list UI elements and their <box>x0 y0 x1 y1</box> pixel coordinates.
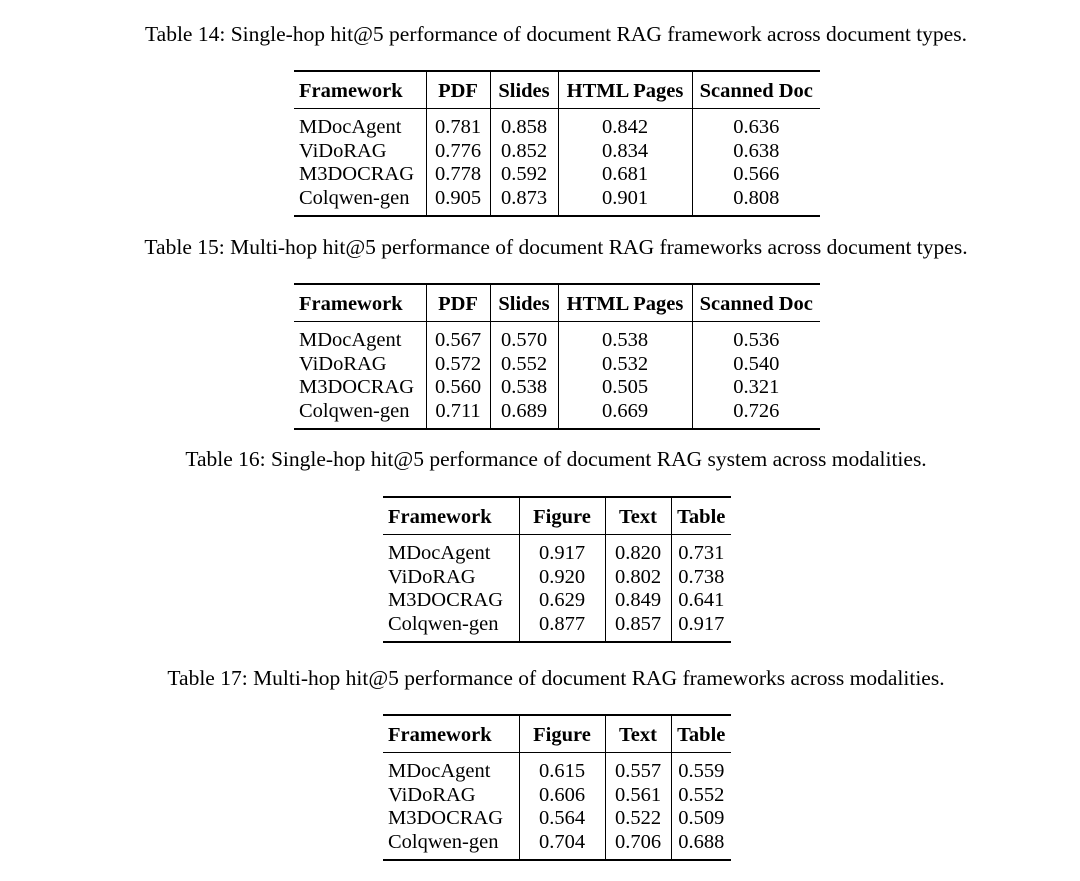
cell-html-pages: 0.669 <box>558 399 692 429</box>
cell-framework: Colqwen-gen <box>294 399 426 429</box>
table-row <box>383 830 731 860</box>
header-pdf: PDF <box>426 71 490 109</box>
table-row <box>294 399 820 429</box>
cell-pdf: 0.711 <box>426 399 490 429</box>
header-slides: Slides <box>490 71 558 109</box>
cell-pdf: 0.905 <box>426 186 490 216</box>
cell-framework: M3DOCRAG <box>294 163 426 186</box>
header-figure: Figure <box>519 497 605 535</box>
header-framework: Framework <box>383 497 519 535</box>
cell-html-pages: 0.834 <box>558 140 692 163</box>
cell-figure: 0.877 <box>519 612 605 642</box>
cell-table: 0.917 <box>678 613 725 636</box>
cell-slides: 0.552 <box>490 353 558 376</box>
header-figure: Figure <box>519 715 605 753</box>
table-17 <box>383 714 731 861</box>
cell-text: 0.706 <box>605 830 671 860</box>
cell-scanned-doc: 0.726 <box>733 400 780 423</box>
cell-text: 0.557 <box>605 753 671 785</box>
table-row <box>383 807 731 830</box>
table-14 <box>294 70 820 217</box>
cell-text: 0.820 <box>605 535 671 567</box>
table-row <box>383 535 731 567</box>
table-row <box>383 612 731 642</box>
cell-framework: MDocAgent <box>294 322 426 354</box>
header-scanned-doc: Scanned Doc <box>692 71 820 109</box>
cell-pdf: 0.567 <box>426 322 490 354</box>
table-header-row <box>383 715 731 753</box>
table-row <box>383 753 731 785</box>
cell-figure: 0.629 <box>519 589 605 612</box>
cell-framework: ViDoRAG <box>383 566 519 589</box>
cell-table: 0.552 <box>678 784 725 807</box>
cell-scanned-doc: 0.321 <box>733 376 780 399</box>
header-table: Table <box>671 497 731 535</box>
cell-figure: 0.606 <box>519 784 605 807</box>
cell-text: 0.802 <box>605 566 671 589</box>
table-15 <box>294 283 820 430</box>
cell-scanned-doc: 0.536 <box>733 328 780 351</box>
cell-scanned-doc: 0.636 <box>733 115 780 138</box>
cell-slides: 0.873 <box>490 186 558 216</box>
cell-framework: MDocAgent <box>383 535 519 567</box>
cell-framework: M3DOCRAG <box>383 589 519 612</box>
cell-scanned-doc: 0.540 <box>733 353 780 376</box>
cell-framework: ViDoRAG <box>383 784 519 807</box>
cell-text: 0.849 <box>605 589 671 612</box>
table-16 <box>383 496 731 643</box>
cell-framework: M3DOCRAG <box>383 807 519 830</box>
header-html-pages: HTML Pages <box>558 71 692 109</box>
cell-html-pages: 0.901 <box>558 186 692 216</box>
cell-framework: MDocAgent <box>294 109 426 141</box>
table-row <box>294 163 820 186</box>
header-text: Text <box>605 497 671 535</box>
cell-framework: ViDoRAG <box>294 140 426 163</box>
cell-framework: Colqwen-gen <box>383 830 519 860</box>
cell-html-pages: 0.538 <box>558 322 692 354</box>
table-header-row <box>383 497 731 535</box>
table-row <box>383 566 731 589</box>
header-slides: Slides <box>490 284 558 322</box>
header-table: Table <box>671 715 731 753</box>
cell-text: 0.561 <box>605 784 671 807</box>
cell-scanned-doc: 0.808 <box>733 187 780 210</box>
cell-table: 0.509 <box>678 807 725 830</box>
cell-pdf: 0.572 <box>426 353 490 376</box>
cell-slides: 0.570 <box>490 322 558 354</box>
cell-scanned-doc: 0.638 <box>733 140 780 163</box>
table-header-row <box>294 284 820 322</box>
header-html-pages: HTML Pages <box>558 284 692 322</box>
table-row <box>294 186 820 216</box>
cell-scanned-doc: 0.566 <box>733 163 780 186</box>
cell-html-pages: 0.842 <box>558 109 692 141</box>
table-row <box>294 140 820 163</box>
cell-table: 0.731 <box>678 541 725 564</box>
cell-slides: 0.852 <box>490 140 558 163</box>
cell-pdf: 0.776 <box>426 140 490 163</box>
table-row <box>383 589 731 612</box>
table-14-caption: Table 14: Single-hop hit@5 performance of document RAG framework across document types. <box>145 22 967 46</box>
cell-slides: 0.592 <box>490 163 558 186</box>
header-framework: Framework <box>294 71 426 109</box>
cell-table: 0.641 <box>678 589 725 612</box>
header-text: Text <box>605 715 671 753</box>
cell-slides: 0.689 <box>490 399 558 429</box>
cell-framework: Colqwen-gen <box>294 186 426 216</box>
cell-table: 0.688 <box>678 831 725 854</box>
cell-pdf: 0.560 <box>426 376 490 399</box>
cell-figure: 0.917 <box>519 535 605 567</box>
table-17-caption: Table 17: Multi-hop hit@5 performance of document RAG frameworks across modalities. <box>167 666 945 690</box>
cell-html-pages: 0.505 <box>558 376 692 399</box>
cell-figure: 0.564 <box>519 807 605 830</box>
header-framework: Framework <box>294 284 426 322</box>
cell-html-pages: 0.681 <box>558 163 692 186</box>
cell-table: 0.738 <box>678 566 725 589</box>
cell-framework: ViDoRAG <box>294 353 426 376</box>
cell-framework: MDocAgent <box>383 753 519 785</box>
cell-framework: M3DOCRAG <box>294 376 426 399</box>
table-header-row <box>294 71 820 109</box>
table-row <box>383 784 731 807</box>
table-row <box>294 109 820 141</box>
cell-text: 0.522 <box>605 807 671 830</box>
cell-figure: 0.704 <box>519 830 605 860</box>
cell-slides: 0.538 <box>490 376 558 399</box>
cell-pdf: 0.781 <box>426 109 490 141</box>
table-16-caption: Table 16: Single-hop hit@5 performance of document RAG system across modalities. <box>185 447 927 471</box>
cell-pdf: 0.778 <box>426 163 490 186</box>
cell-text: 0.857 <box>605 612 671 642</box>
table-row <box>294 322 820 354</box>
cell-html-pages: 0.532 <box>558 353 692 376</box>
cell-slides: 0.858 <box>490 109 558 141</box>
cell-figure: 0.920 <box>519 566 605 589</box>
cell-table: 0.559 <box>678 759 725 782</box>
header-pdf: PDF <box>426 284 490 322</box>
table-row <box>294 353 820 376</box>
cell-framework: Colqwen-gen <box>383 612 519 642</box>
header-scanned-doc: Scanned Doc <box>692 284 820 322</box>
cell-figure: 0.615 <box>519 753 605 785</box>
table-row <box>294 376 820 399</box>
header-framework: Framework <box>383 715 519 753</box>
table-15-caption: Table 15: Multi-hop hit@5 performance of document RAG frameworks across document types. <box>144 235 968 259</box>
